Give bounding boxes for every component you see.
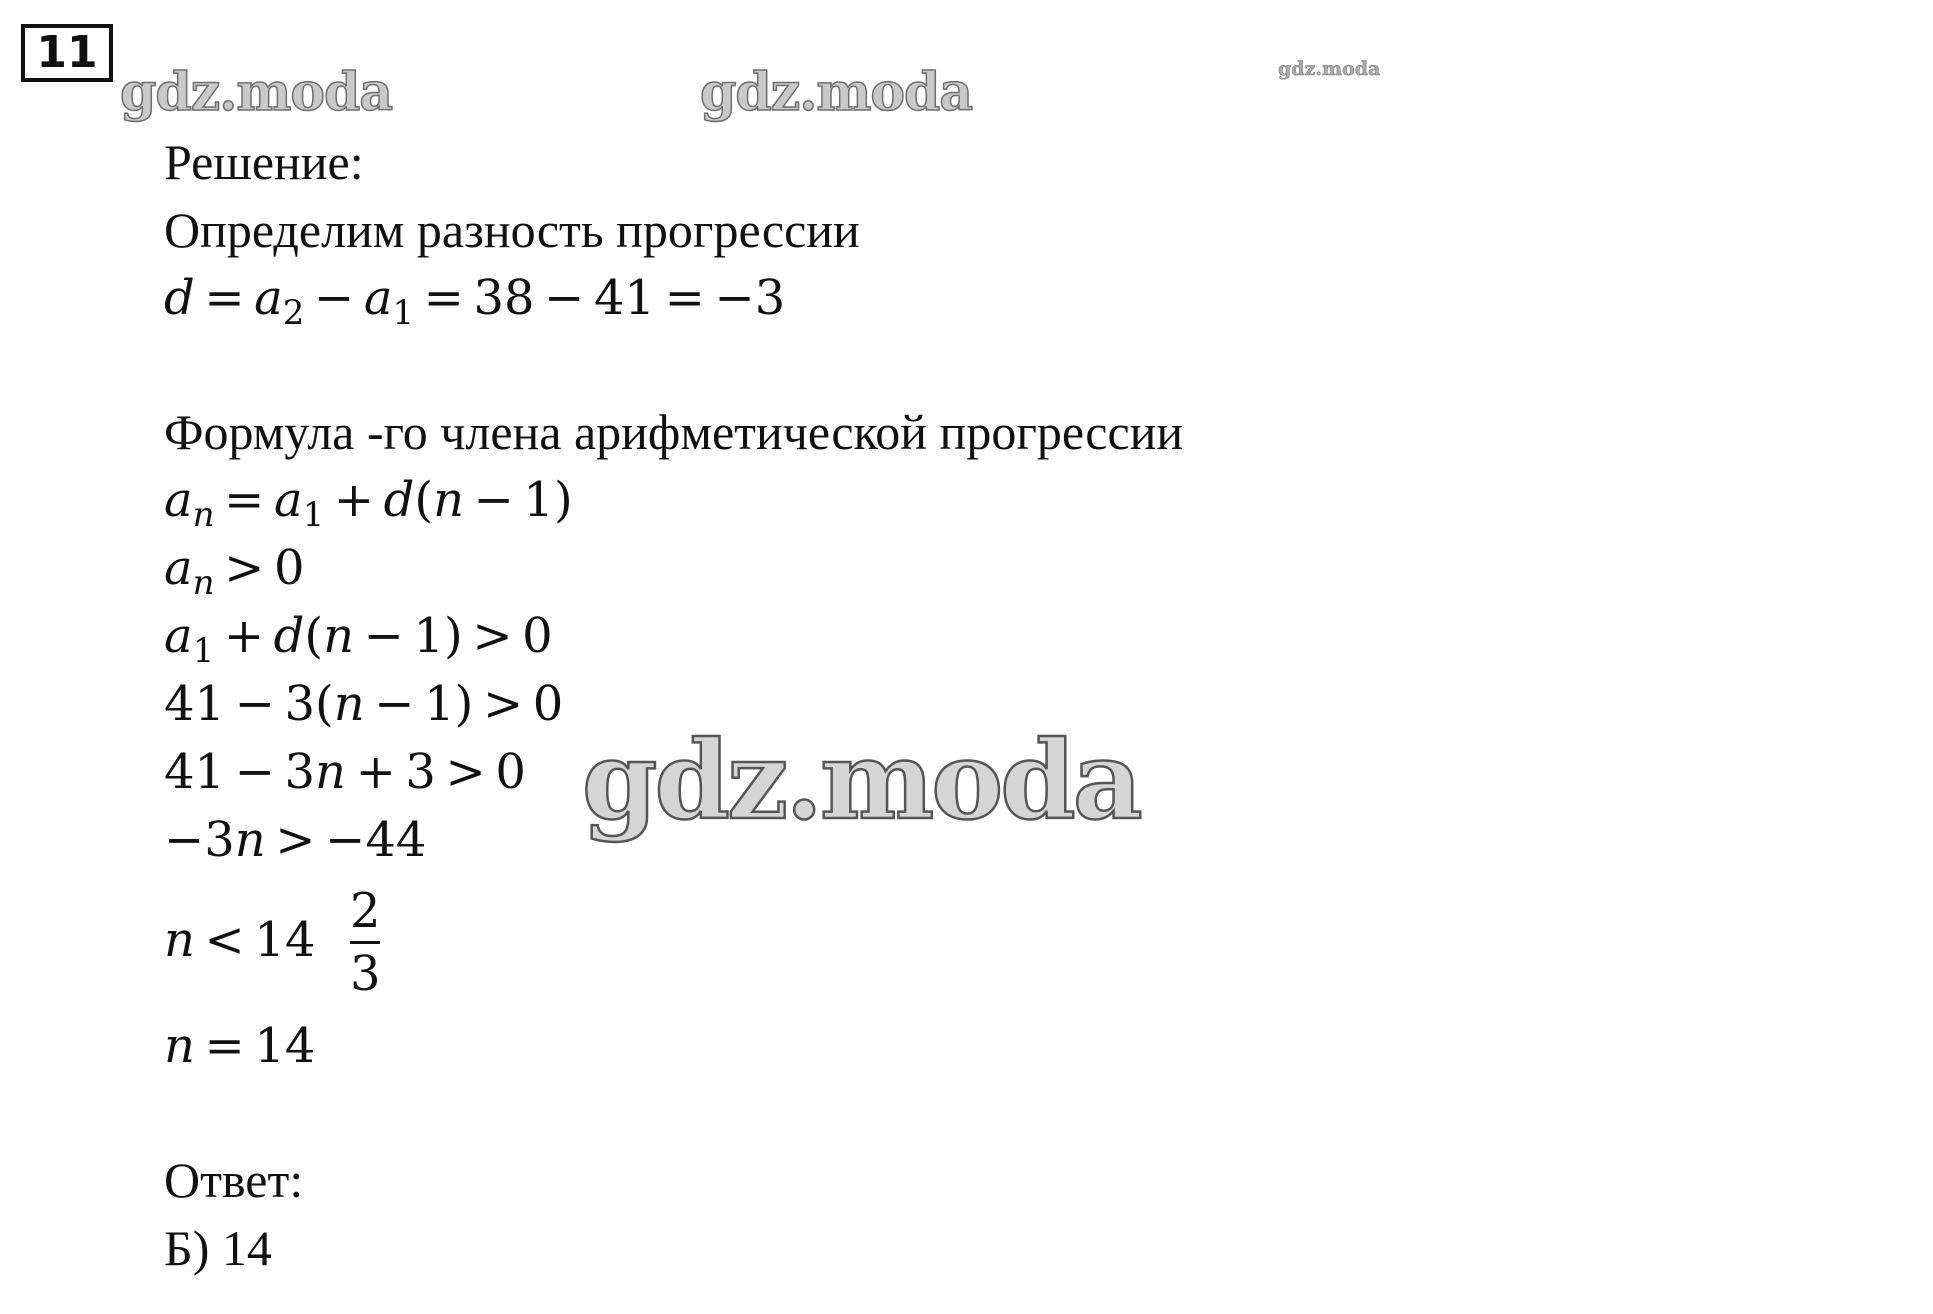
inequality: 41 − 3(n − 1) > 0 [164, 676, 564, 732]
equation-n: n = 14 [164, 1018, 316, 1074]
fraction [350, 885, 380, 1000]
inequality: $a_n > 0$ [164, 540, 305, 603]
watermark-logo: gdz.moda [120, 62, 393, 123]
watermark-logo: gdz.moda [582, 718, 1140, 844]
answer-text: Б) 14 [164, 1220, 272, 1276]
solution-heading: Решение: [164, 134, 364, 190]
fraction-bar [350, 941, 380, 944]
fraction-numerator: 2 [350, 883, 381, 939]
inequality: 41 − 3n + 3 > 0 [164, 744, 526, 800]
fraction-denominator: 3 [350, 946, 381, 1002]
inequality: n < 14 [164, 912, 316, 968]
step-text: Определим разность прогрессии [164, 202, 860, 258]
equation-an: $a_n = a_1 + d(n - 1)$ [164, 472, 573, 535]
inequality: −3n > −44 [164, 812, 427, 868]
watermark-logo: gdz.moda [700, 62, 973, 123]
answer-heading: Ответ: [164, 1152, 304, 1208]
formula-heading: Формула -го члена арифметической прогрессии [164, 404, 1184, 460]
watermark-logo: gdz.moda [1278, 58, 1381, 80]
task-number: 11 [21, 24, 113, 82]
inequality: $a_1 + d(n - 1) > 0$ [164, 608, 553, 671]
equation-d: $d = a_2 - a_1 = 38 - 41 = -3$ [164, 270, 786, 333]
